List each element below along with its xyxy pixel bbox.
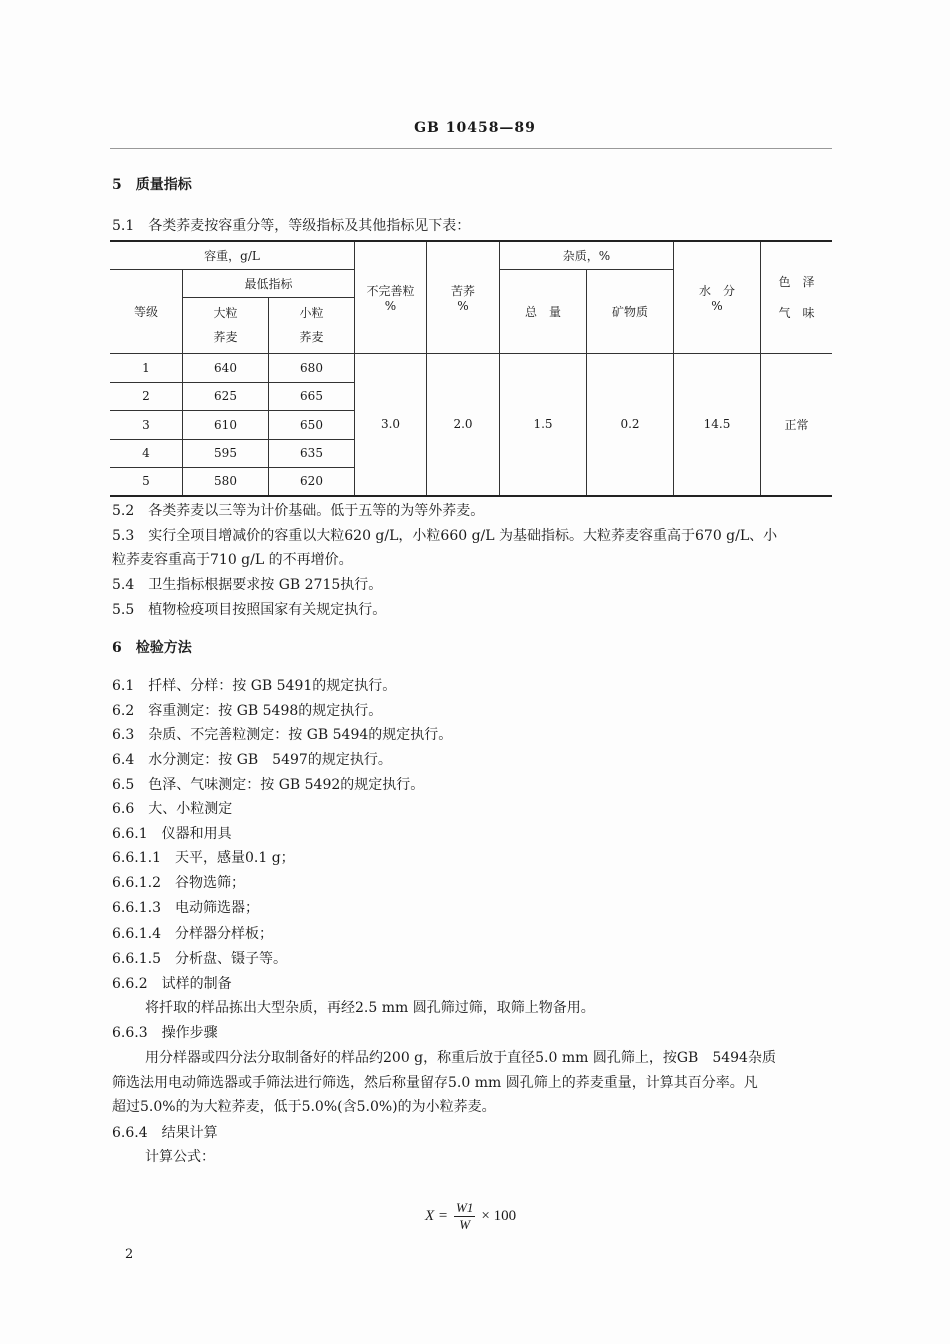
cell-color-odor: 正常 xyxy=(761,353,833,496)
cell-total: 1.5 xyxy=(500,353,587,496)
th-imperfect: 不完善粒 % xyxy=(355,241,427,353)
text-line: 6.6 大、小粒测定 xyxy=(112,801,233,817)
text-line: 6.6.1.3 电动筛选器； xyxy=(112,900,259,916)
text-line: 将扦取的样品拣出大型杂质，再经2.5 mm 圆孔筛过筛，取筛上物备用。 xyxy=(145,1000,595,1016)
header-rule xyxy=(110,148,832,149)
th-total: 总 量 xyxy=(500,269,587,353)
cell-moisture: 14.5 xyxy=(674,353,761,496)
th-color-odor: 色 泽 气 味 xyxy=(761,241,833,353)
page-number: 2 xyxy=(125,1247,134,1262)
text-line: 5.2 各类荞麦以三等为计价基础。低于五等的为等外荞麦。 xyxy=(112,503,485,519)
text-line: 粒荞麦容重高于710 g/L 的不再增价。 xyxy=(112,552,353,568)
cell-imperfect: 3.0 xyxy=(355,353,427,496)
cell: 680 xyxy=(269,353,355,382)
cell: 640 xyxy=(183,353,269,382)
cell: 3 xyxy=(110,410,183,439)
text-line: 6.6.4 结果计算 xyxy=(112,1125,218,1141)
formula-rhs: × 100 xyxy=(481,1208,517,1224)
cell: 650 xyxy=(269,410,355,439)
th-minimum: 最低指标 xyxy=(183,269,355,297)
text-line: 6.6.1.4 分样器分样板； xyxy=(112,926,273,942)
text-line: 6.6.3 操作步骤 xyxy=(112,1025,218,1041)
text-line: 6.6.2 试样的制备 xyxy=(112,976,232,992)
formula-fraction xyxy=(454,1200,475,1233)
text-line: 6.6.1 仪器和用具 xyxy=(112,826,232,842)
text-line: 6 检验方法 xyxy=(112,640,192,656)
cell: 635 xyxy=(269,439,355,467)
cell: 665 xyxy=(269,382,355,410)
th-tartary: 苦荞 % xyxy=(427,241,500,353)
text-line: 5.5 植物检疫项目按照国家有关规定执行。 xyxy=(112,602,387,618)
th-moisture: 水 分 % xyxy=(674,241,761,353)
section-5-heading: 5 质量指标 xyxy=(112,177,192,193)
text-line: 筛选法用电动筛选器或手筛法进行筛选，然后称量留存5.0 mm 圆孔筛上的荞麦重量，计算其百分率。凡 xyxy=(112,1075,758,1091)
cell-tartary: 2.0 xyxy=(427,353,500,496)
th-grade: 等级 xyxy=(110,269,183,353)
th-impurity: 杂质，% xyxy=(500,241,674,269)
cell-mineral: 0.2 xyxy=(587,353,674,496)
text-line: 6.6.1.2 谷物选筛； xyxy=(112,875,245,891)
text-line: 6.3 杂质、不完善粒测定：按 GB 5494的规定执行。 xyxy=(112,727,453,743)
text-line: 6.4 水分测定：按 GB 5497的规定执行。 xyxy=(112,752,392,768)
text-line: 6.1 扦样、分样：按 GB 5491的规定执行。 xyxy=(112,678,397,694)
cell: 595 xyxy=(183,439,269,467)
text-line: 5.3 实行全项目增减价的容重以大粒620 g/L，小粒660 g/L 为基础指标。大粒荞麦容重高于670 g/L、小 xyxy=(112,528,778,544)
cell: 620 xyxy=(269,467,355,496)
cell: 580 xyxy=(183,467,269,496)
formula xyxy=(425,1200,516,1233)
text-line: 6.5 色泽、气味测定：按 GB 5492的规定执行。 xyxy=(112,777,425,793)
text-line: 用分样器或四分法分取制备好的样品约200 g，称重后放于直径5.0 mm 圆孔筛上，按GB 5494杂质 xyxy=(145,1050,776,1066)
table-row xyxy=(110,353,832,382)
cell: 4 xyxy=(110,439,183,467)
text-line: 5.4 卫生指标根据要求按 GB 2715执行。 xyxy=(112,577,383,593)
th-small-grain: 小粒 荞麦 xyxy=(269,297,355,353)
text-line: 6.6.1.5 分析盘、镊子等。 xyxy=(112,951,287,967)
denominator: W xyxy=(459,1217,471,1232)
cell: 2 xyxy=(110,382,183,410)
standard-header: GB 10458—89 xyxy=(414,120,536,136)
numerator: W1 xyxy=(456,1200,474,1215)
text-line: 6.6.1.1 天平，感量0.1 g； xyxy=(112,850,295,866)
text-line: 6.2 容重测定：按 GB 5498的规定执行。 xyxy=(112,703,383,719)
cell: 625 xyxy=(183,382,269,410)
clause-5-1: 5.1 各类荞麦按容重分等，等级指标及其他指标见下表： xyxy=(112,218,471,234)
cell: 1 xyxy=(110,353,183,382)
th-bulk-density: 容重，g/L xyxy=(110,241,355,269)
cell: 5 xyxy=(110,467,183,496)
th-mineral: 矿物质 xyxy=(587,269,674,353)
th-large-grain: 大粒 荞麦 xyxy=(183,297,269,353)
cell: 610 xyxy=(183,410,269,439)
formula-lhs: X = xyxy=(425,1208,449,1224)
quality-index-table xyxy=(110,240,832,497)
text-line: 计算公式： xyxy=(145,1149,215,1165)
text-line: 超过5.0%的为大粒荞麦，低于5.0%(含5.0%)的为小粒荞麦。 xyxy=(112,1099,496,1115)
